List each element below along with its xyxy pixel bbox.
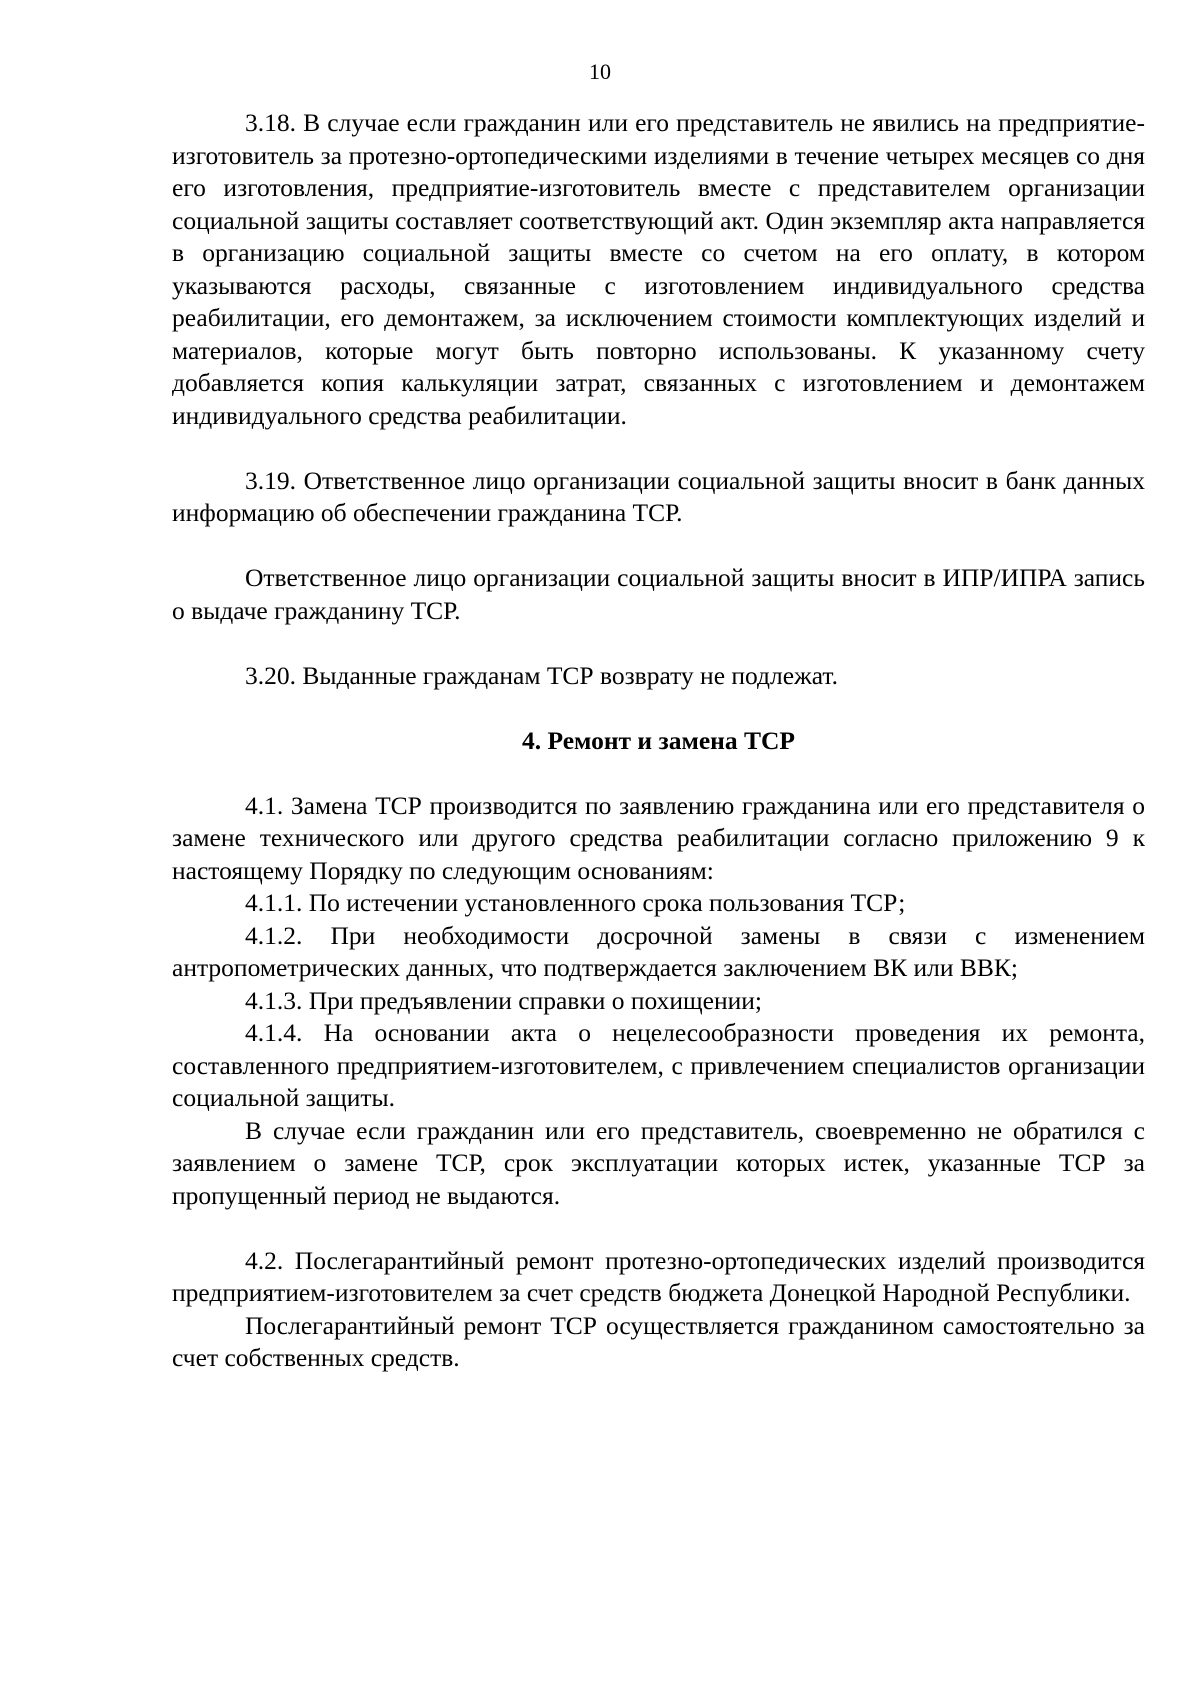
- paragraph-3-18: 3.18. В случае если гражданин или его представитель не явились на предприятие-изготовитель за протезно-ортопедическими изделиями в течение четырех месяцев со дня его изготовления, предприятие-изготовитель вместе с представителем организации социальной защиты составляет соответствующий акт. Один экземпляр акта направляется в организацию социальной защиты вместе со счетом на его оплату, в котором указываются расходы, связанные с изготовлением индивидуального средства реабилитации, его демонтажем, за исключением стоимости комплектующих изделий и материалов, которые могут быть повторно использованы. К указанному счету добавляется копия калькуляции затрат, связанных с изготовлением и демонтажем индивидуального средства реабилитации.: [172, 108, 1145, 430]
- paragraph-4-1: 4.1. Замена ТСР производится по заявлению гражданина или его представителя о замене технического или другого средства реабилитации согласно приложению 9 к настоящему Порядку по следующим основаниям:: [172, 790, 1145, 885]
- paragraph-4-1-3: 4.1.3. При предъявлении справки о похищении;: [245, 985, 763, 1015]
- paragraph-4-1-1: 4.1.1. По истечении установленного срока пользования ТСР;: [245, 888, 906, 917]
- paragraph-4-1-note: В случае если гражданин или его представитель, своевременно не обратился с заявлением о замене ТСР, срок эксплуатации которых истек, указанные ТСР за пропущенный период не выдаются.: [172, 1115, 1145, 1210]
- paragraph-4-1-4: 4.1.4. На основании акта о нецелесообразности проведения их ремонта, составленного предприятием-изготовителем, с привлечением специалистов организации социальной защиты.: [172, 1018, 1145, 1112]
- paragraph-3-19: 3.19. Ответственное лицо организации социальной защиты вносит в банк данных информацию об обеспечении гражданина ТСР.: [172, 465, 1145, 527]
- paragraph-4-2-continued: Послегарантийный ремонт ТСР осуществляется гражданином самостоятельно за счет собственных средств.: [172, 1310, 1145, 1372]
- paragraph-4-1-2: 4.1.2. При необходимости досрочной замены в связи с изменением антропометрических данных, что подтверждается заключением ВК или ВВК;: [172, 920, 1145, 982]
- document-body: [172, 107, 1145, 1375]
- page-number: 10: [589, 59, 611, 84]
- section-heading-4: 4. Ремонт и замена ТСР: [521, 725, 795, 755]
- paragraph-3-19-continued: Ответственное лицо организации социальной защиты вносит в ИПР/ИПРА запись о выдаче гражданину ТСР.: [172, 563, 1145, 625]
- paragraph-4-2: 4.2. Послегарантийный ремонт протезно-ортопедических изделий производится предприятием-изготовителем за счет средств бюджета Донецкой Народной Республики.: [172, 1245, 1145, 1307]
- paragraph-3-20: 3.20. Выданные гражданам ТСР возврату не подлежат.: [245, 660, 838, 690]
